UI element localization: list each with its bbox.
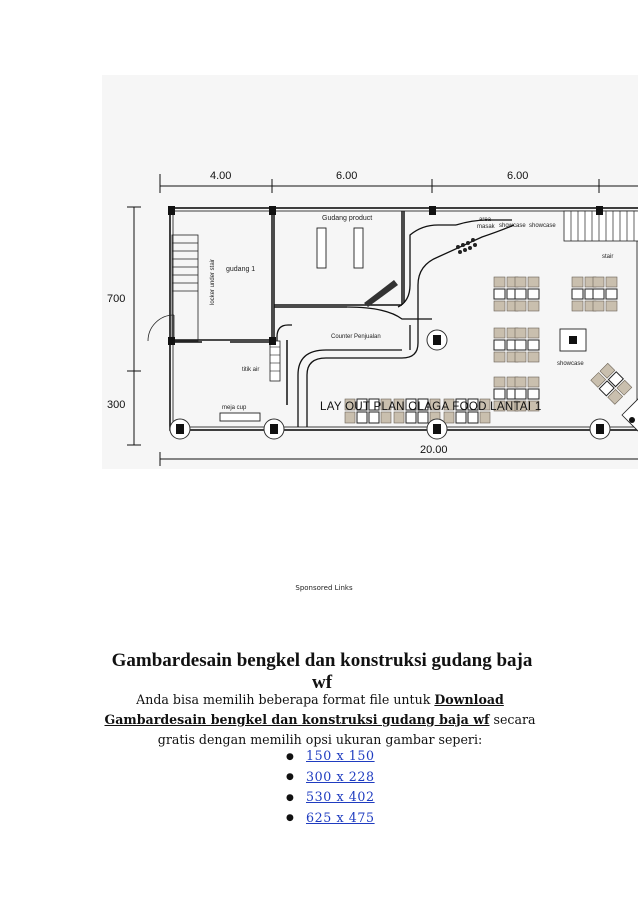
label-stair: stair (602, 254, 614, 260)
dim-top-2: 6.00 (336, 170, 358, 182)
label-area-1: area (479, 217, 492, 223)
label-showcase-top-2: showcase (529, 223, 556, 229)
bullet-icon: ● (286, 772, 294, 782)
list-item (286, 767, 375, 788)
dim-top-1: 4.00 (210, 170, 232, 182)
page-title: Gambardesain bengkel dan konstruksi gudang baja wf (111, 650, 533, 693)
size-link-150[interactable]: 150 x 150 (306, 748, 375, 763)
description-paragraph (100, 690, 540, 750)
size-options-list (286, 746, 375, 828)
list-item (286, 808, 375, 829)
label-counter: Counter Penjualan (331, 334, 381, 340)
size-link-625[interactable]: 625 x 475 (306, 809, 375, 825)
list-item (286, 746, 375, 767)
size-link-300[interactable]: 300 x 228 (306, 768, 375, 784)
sponsored-links: Sponsored Links (295, 584, 353, 592)
label-showcase: showcase (557, 361, 584, 367)
dim-left-1: 700 (107, 293, 126, 305)
dim-left-2: 300 (107, 399, 126, 411)
size-link-530[interactable]: 530 x 402 (306, 789, 375, 804)
list-item (286, 787, 375, 808)
label-gudang-1: gudang 1 (226, 266, 256, 273)
label-gudang-product: Gudang product (322, 215, 373, 222)
label-area-2: masak (477, 224, 495, 230)
paragraph-intro: Anda bisa memilih beberapa format file untuk (136, 692, 435, 707)
floor-plan-image (102, 75, 638, 469)
bullet-icon: ● (286, 813, 294, 823)
label-titik-air: titik air (242, 367, 260, 373)
paragraph-outro: secara gratis dengan memilih opsi ukuran gambar seperi: (157, 712, 536, 747)
label-locker: locker under stair (210, 258, 216, 305)
dim-bottom: 20.00 (420, 444, 448, 456)
plan-caption-text: LAY OUT PLAN OLAGA FOOD LANTAI 1 (320, 401, 542, 413)
label-meja-cup: meja cup (222, 405, 247, 411)
bullet-icon: ● (286, 751, 294, 762)
label-showcase-top: showcase (499, 223, 526, 229)
dim-top-3: 6.00 (507, 170, 529, 182)
bullet-icon: ● (286, 792, 294, 803)
download-link[interactable]: Download Gambardesain bengkel dan konstruksi gudang baja wf (104, 692, 504, 727)
